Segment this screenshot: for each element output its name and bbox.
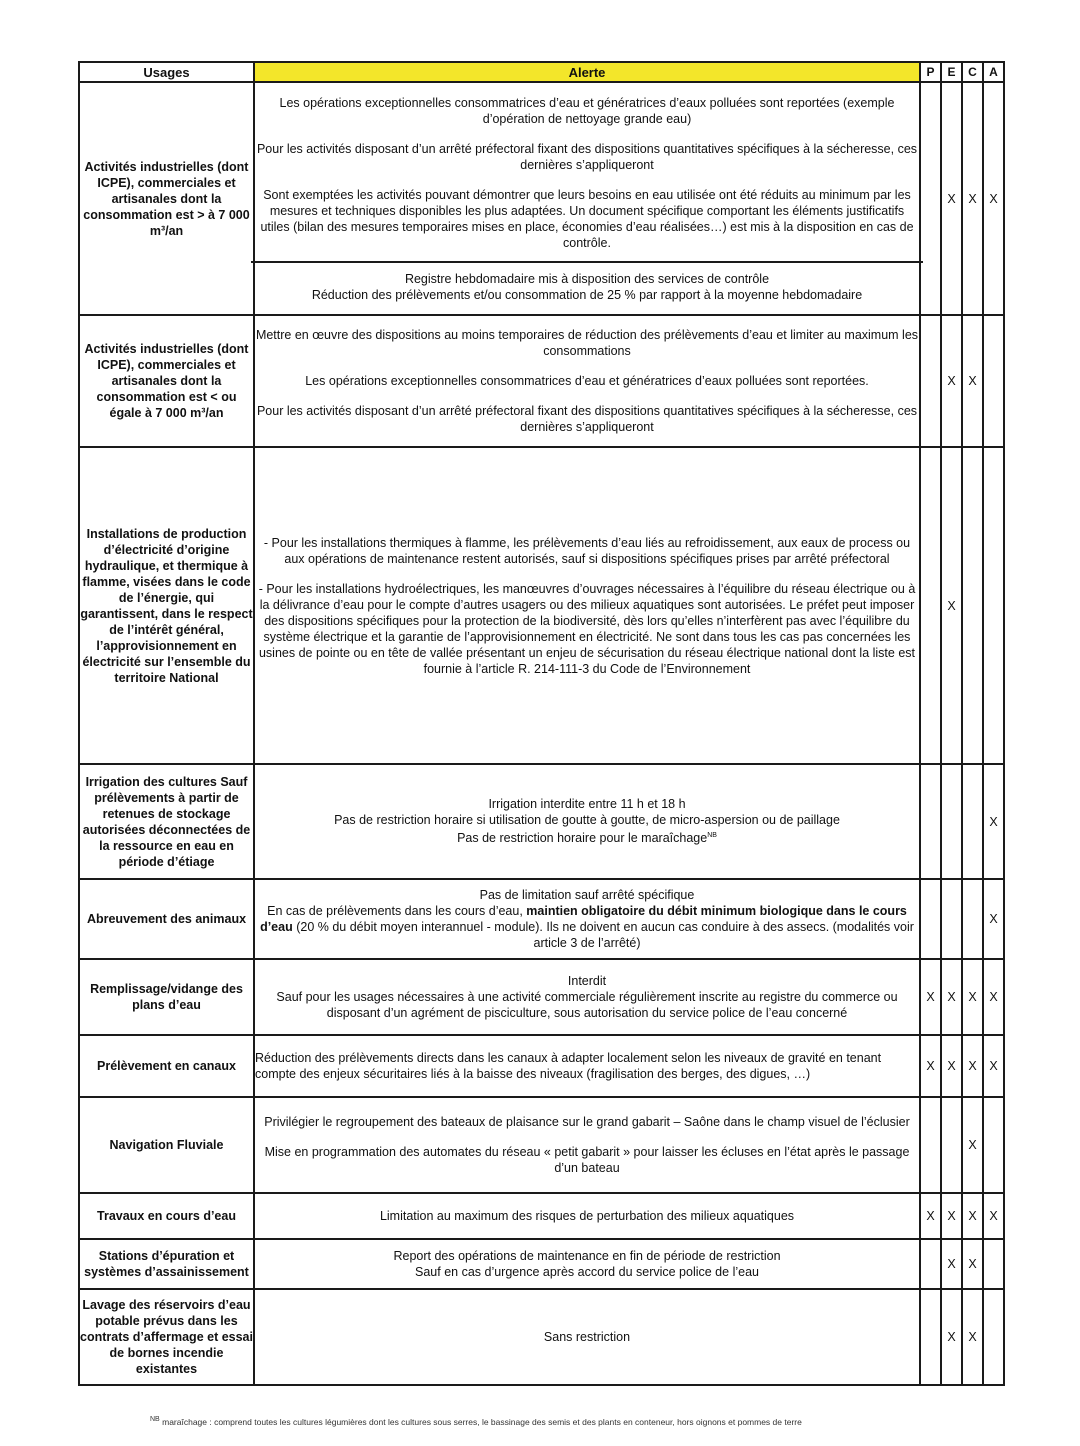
flag-p: X xyxy=(920,959,941,1035)
usage-cell: Abreuvement des animaux xyxy=(79,879,254,959)
usage-cell: Lavage des réservoirs d’eau potable prévus dans les contrats d’affermage et essai de bornes incendie existantes xyxy=(79,1289,254,1385)
header-a: A xyxy=(983,62,1004,82)
alerte-line xyxy=(255,828,919,846)
flag-c: X xyxy=(962,1097,983,1193)
flag-c: X xyxy=(962,1035,983,1097)
table-header-row xyxy=(79,62,1004,82)
flag-e: X xyxy=(941,82,962,315)
usage-cell: Activités industrielles (dont ICPE), commerciales et artisanales dont la consommation est < ou égale à 7 000 m³/an xyxy=(79,315,254,447)
alerte-paragraph: Les opérations exceptionnelles consommatrices d’eau et génératrices d’eaux polluées sont reportées (exemple d’opération de nettoyage grande eau) xyxy=(279,95,895,126)
alerte-paragraph: Limitation au maximum des risques de perturbation des milieux aquatiques xyxy=(379,1209,795,1223)
alerte-cell xyxy=(254,1239,920,1289)
alerte-line: Report des opérations de maintenance en fin de période de restriction xyxy=(393,1249,781,1263)
flag-p: X xyxy=(920,1035,941,1097)
flag-a: X xyxy=(983,1193,1004,1239)
alerte-line: Irrigation interdite entre 11 h et 18 h xyxy=(488,797,686,812)
table-row xyxy=(79,447,1004,764)
alerte-paragraph: Réduction des prélèvements directs dans les canaux à adapter localement selon les niveaux de gravité en tenant compte des enjeux sécuritaires liés à la baisse des niveaux (fragilisation des berges, des digues, …) xyxy=(255,1051,882,1081)
alerte-paragraph: Privilégier le regroupement des bateaux de plaisance sur le grand gabarit – Saône dans le champ visuel de l’éclusier xyxy=(264,1115,910,1129)
footnote-text: maraîchage : comprend toutes les cultures légumières dont les cultures sous serres, le bassinage des semis et des plants en conteneur, hors oignons et pommes de terre xyxy=(162,1416,802,1427)
flag-p xyxy=(920,315,941,447)
usage-cell: Stations d’épuration et systèmes d’assainissement xyxy=(79,1239,254,1289)
flag-p xyxy=(920,82,941,315)
table-row xyxy=(79,1239,1004,1289)
flag-p xyxy=(920,764,941,879)
flag-c: X xyxy=(962,1193,983,1239)
usage-cell: Activités industrielles (dont ICPE), commerciales et artisanales dont la consommation est > à 7 000 m³/an xyxy=(79,82,254,315)
flag-e: X xyxy=(941,1193,962,1239)
flag-a xyxy=(983,315,1004,447)
flag-e: X xyxy=(941,315,962,447)
flag-e: X xyxy=(941,1239,962,1289)
alerte-paragraph: Sont exemptées les activités pouvant démontrer que leurs besoins en eau utilisée ont été réduits au minimum par les mesures et techniques disponibles les plus adaptées. Un document spécifique comportant les éléments justificatifs utiles (bilan des mesures temporaires mises en place, économies d’eau réalisées…) est mis à la disposition en cas de contrôle. xyxy=(260,187,914,250)
alerte-subsection xyxy=(251,261,923,303)
alerte-line: Sauf en cas d’urgence après accord du service police de l’eau xyxy=(415,1265,759,1279)
alerte-paragraph: Mettre en œuvre des dispositions au moins temporaires de réduction des prélèvements d’eau et limiter au maximum les consommations xyxy=(255,328,919,358)
header-e: E xyxy=(941,62,962,82)
flag-e xyxy=(941,879,962,959)
header-p: P xyxy=(920,62,941,82)
alerte-paragraph xyxy=(255,903,919,951)
flag-a xyxy=(983,1289,1004,1385)
footnote xyxy=(150,1416,950,1427)
flag-e: X xyxy=(941,959,962,1035)
alerte-paragraph: Pour les activités disposant d’un arrêté préfectoral fixant des dispositions quantitatives spécifiques à la sécheresse, ces dernières s’appliqueront xyxy=(256,141,918,172)
flag-p xyxy=(920,879,941,959)
flag-c xyxy=(962,879,983,959)
alerte-paragraph: - Pour les installations hydroélectriques, les manœuvres d’ouvrages nécessaires à l’équilibre du réseau électrique ou à la délivrance d’eau pour le compte d’autres usagers ou des milieux aquatiques sont autorisées. Le préfet peut imposer des dispositions spécifiques pour la protection de la biodiversité, dès lors qu’elles n’interfèrent pas avec l’équilibre du système électrique et la garantie de l’approvisionnement en électricité. Ne sont dans tous les cas pas concernées les usines de pointe ou en tête de vallée présentant un enjeu de sécurisation du réseau électrique national dont la liste est fournie à l’article R. 214-111-3 du Code de l’Environnement xyxy=(258,581,916,676)
header-alerte: Alerte xyxy=(254,62,920,82)
note-mark: NB xyxy=(707,832,717,840)
alerte-text: En cas de prélèvements dans les cours d’eau, xyxy=(267,904,523,918)
flag-a: X xyxy=(983,764,1004,879)
alerte-cell xyxy=(254,1097,920,1193)
flag-a: X xyxy=(983,959,1004,1035)
flag-a xyxy=(983,447,1004,764)
usage-cell: Navigation Fluviale xyxy=(79,1097,254,1193)
flag-c: X xyxy=(962,1289,983,1385)
flag-a xyxy=(983,1097,1004,1193)
footnote-mark: NB xyxy=(150,1416,160,1423)
table-row xyxy=(79,1035,1004,1097)
alerte-line: Pas de limitation sauf arrêté spécifique xyxy=(479,888,695,902)
flag-e: X xyxy=(941,447,962,764)
flag-p xyxy=(920,1289,941,1385)
flag-p xyxy=(920,447,941,764)
flag-a: X xyxy=(983,879,1004,959)
flag-e xyxy=(941,1097,962,1193)
flag-c: X xyxy=(962,1239,983,1289)
flag-e: X xyxy=(941,1035,962,1097)
alert-usage-table xyxy=(78,61,1005,1386)
alerte-line-text: Pas de restriction horaire pour le maraîchage xyxy=(457,831,708,846)
flag-c xyxy=(962,764,983,879)
alerte-paragraph: Mise en programmation des automates du réseau « petit gabarit » pour laisser les écluses en l’état après le passage d’un bateau xyxy=(264,1145,910,1175)
flag-e: X xyxy=(941,1289,962,1385)
alerte-cell xyxy=(254,82,920,315)
usage-cell: Installations de production d’électricité d’origine hydraulique, et thermique à flamme, visées dans le code de l’énergie, qui garantissent, dans le respect de l’intérêt général, l’approvisionnement en électricité sur l’ensemble du territoire National xyxy=(79,447,254,764)
usage-cell: Remplissage/vidange des plans d’eau xyxy=(79,959,254,1035)
usage-cell: Irrigation des cultures Sauf prélèvements à partir de retenues de stockage autorisées déconnectées de la ressource en eau en période d’étiage xyxy=(79,764,254,879)
alerte-paragraph: Les opérations exceptionnelles consommatrices d’eau et génératrices d’eaux polluées sont reportées. xyxy=(305,374,869,388)
table-row xyxy=(79,1193,1004,1239)
table-row xyxy=(79,959,1004,1035)
alerte-line: Pas de restriction horaire si utilisation de goutte à goutte, de micro-aspersion ou de paillage xyxy=(334,813,840,828)
table-row xyxy=(79,82,1004,315)
table-row xyxy=(79,1097,1004,1193)
alerte-paragraph: Sans restriction xyxy=(543,1330,631,1344)
alerte-paragraph: - Pour les installations thermiques à flamme, les prélèvements d’eau liés au refroidissement, aux eaux de process ou aux opérations de maintenance restent autorisés, sauf si dispositions spécifiques prises par arrêté préfectoral xyxy=(263,535,911,566)
flag-p xyxy=(920,1239,941,1289)
alerte-cell xyxy=(254,1035,920,1097)
flag-c: X xyxy=(962,959,983,1035)
alerte-paragraph: Pour les activités disposant d’un arrêté préfectoral fixant des dispositions quantitatives spécifiques à la sécheresse, ces dernières s’appliqueront xyxy=(256,404,918,434)
flag-p xyxy=(920,1097,941,1193)
header-c: C xyxy=(962,62,983,82)
flag-c: X xyxy=(962,82,983,315)
alerte-line: Réduction des prélèvements et/ou consommation de 25 % par rapport à la moyenne hebdomadaire xyxy=(311,287,863,302)
alerte-cell xyxy=(254,959,920,1035)
alerte-line: disposant d’un agrément de pisciculture, sous autorisation du service police de l’eau concerné xyxy=(326,1006,848,1020)
alerte-line: Interdit xyxy=(567,974,607,988)
alerte-cell xyxy=(254,315,920,447)
alerte-line: Sauf pour les usages nécessaires à une activité commerciale régulièrement inscrite au registre du commerce ou xyxy=(276,990,898,1004)
usage-cell: Travaux en cours d’eau xyxy=(79,1193,254,1239)
table-row xyxy=(79,1289,1004,1385)
header-usages: Usages xyxy=(79,62,254,82)
alerte-line: Registre hebdomadaire mis à disposition des services de contrôle xyxy=(404,271,770,286)
table-row xyxy=(79,879,1004,959)
flag-p: X xyxy=(920,1193,941,1239)
alerte-emphasis: maintien obligatoire du débit minimum biologique dans le cours d’eau xyxy=(260,904,907,934)
alerte-cell xyxy=(254,1289,920,1385)
flag-a: X xyxy=(983,82,1004,315)
flag-a: X xyxy=(983,1035,1004,1097)
alerte-cell xyxy=(254,1193,920,1239)
alerte-cell xyxy=(254,879,920,959)
table-row xyxy=(79,764,1004,879)
flag-e xyxy=(941,764,962,879)
flag-a xyxy=(983,1239,1004,1289)
usage-cell: Prélèvement en canaux xyxy=(79,1035,254,1097)
flag-c xyxy=(962,447,983,764)
alerte-cell xyxy=(254,764,920,879)
alerte-cell xyxy=(254,447,920,764)
alerte-text: (20 % du débit moyen interannuel - module). Ils ne doivent en aucun cas conduire à des assecs. (modalités voir article 3 de l’arrêté) xyxy=(296,920,914,950)
flag-c: X xyxy=(962,315,983,447)
table-row xyxy=(79,315,1004,447)
